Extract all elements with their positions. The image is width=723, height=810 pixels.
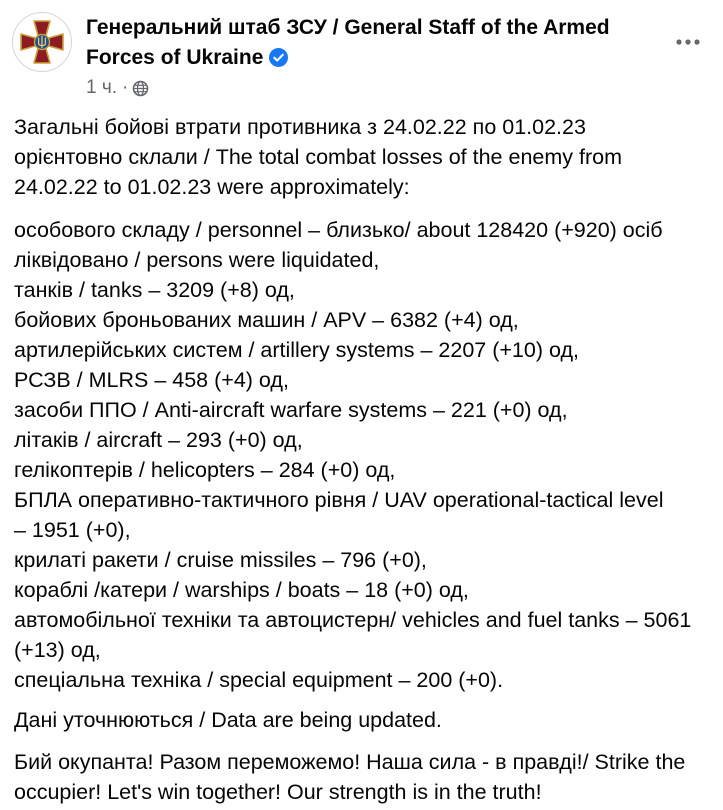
loss-item-personnel: особового складу / personnel – близько/ about 128420 (+920) осіб ліквідовано / persons were liquidated, bbox=[14, 218, 663, 272]
loss-item-warships: кораблі /катери / warships / boats – 18 (+0) од, bbox=[14, 578, 469, 602]
author-header bbox=[86, 13, 674, 73]
loss-item-tanks: танків / tanks – 3209 (+8) од, bbox=[14, 278, 295, 302]
loss-item-aircraft: літаків / aircraft – 293 (+0) од, bbox=[14, 428, 303, 452]
loss-item-helicopters: гелікоптерів / helicopters – 284 (+0) од, bbox=[14, 458, 396, 482]
author-name-link[interactable]: Генеральний штаб ЗСУ / General Staff of the Armed Forces of Ukraine bbox=[86, 16, 610, 69]
loss-item-vehicles: автомобільної техніки та автоцистерн/ vehicles and fuel tanks – 5061 (+13) од, bbox=[14, 608, 692, 662]
loss-item-mlrs: РСЗВ / MLRS – 458 (+4) од, bbox=[14, 368, 289, 392]
loss-item-special-equipment: спеціальна техніка / special equipment – 200 (+0). bbox=[14, 668, 504, 692]
globe-icon bbox=[132, 80, 149, 97]
post-meta bbox=[86, 76, 149, 100]
loss-item-artillery: артилерійських систем / artillery systems – 2207 (+10) од, bbox=[14, 338, 579, 362]
post-text bbox=[14, 112, 714, 807]
post-timestamp-link[interactable]: 1 ч. bbox=[86, 77, 118, 98]
post-intro: Загальні бойові втрати противника з 24.02.22 по 01.02.23 орієнтовно склали / The total combat losses of the enemy from 24.02.22 to 01.02.23 were approximately: bbox=[14, 115, 622, 199]
post-closing: Бий окупанта! Разом переможемо! Наша сила - в правді!/ Strike the occupier! Let's win together! Our strength is in the truth! bbox=[14, 750, 686, 804]
losses-list bbox=[14, 215, 714, 695]
author-avatar[interactable] bbox=[12, 12, 72, 72]
more-options-icon bbox=[675, 38, 701, 46]
verified-badge-icon bbox=[269, 48, 288, 67]
post-note: Дані уточнюються / Data are being updated. bbox=[14, 708, 442, 732]
loss-item-cruise-missiles: крилаті ракети / cruise missiles – 796 (+0), bbox=[14, 548, 427, 572]
general-staff-emblem-icon bbox=[12, 12, 72, 72]
loss-item-air-defense: засоби ППО / Anti-aircraft warfare systems – 221 (+0) од, bbox=[14, 398, 568, 422]
more-options-button[interactable] bbox=[672, 30, 704, 54]
loss-item-apv: бойових броньованих машин / APV – 6382 (+4) од, bbox=[14, 308, 519, 332]
loss-item-uav: БПЛА оперативно-тактичного рівня / UAV operational-tactical level – 1951 (+0), bbox=[14, 488, 664, 542]
meta-separator: · bbox=[122, 77, 129, 98]
